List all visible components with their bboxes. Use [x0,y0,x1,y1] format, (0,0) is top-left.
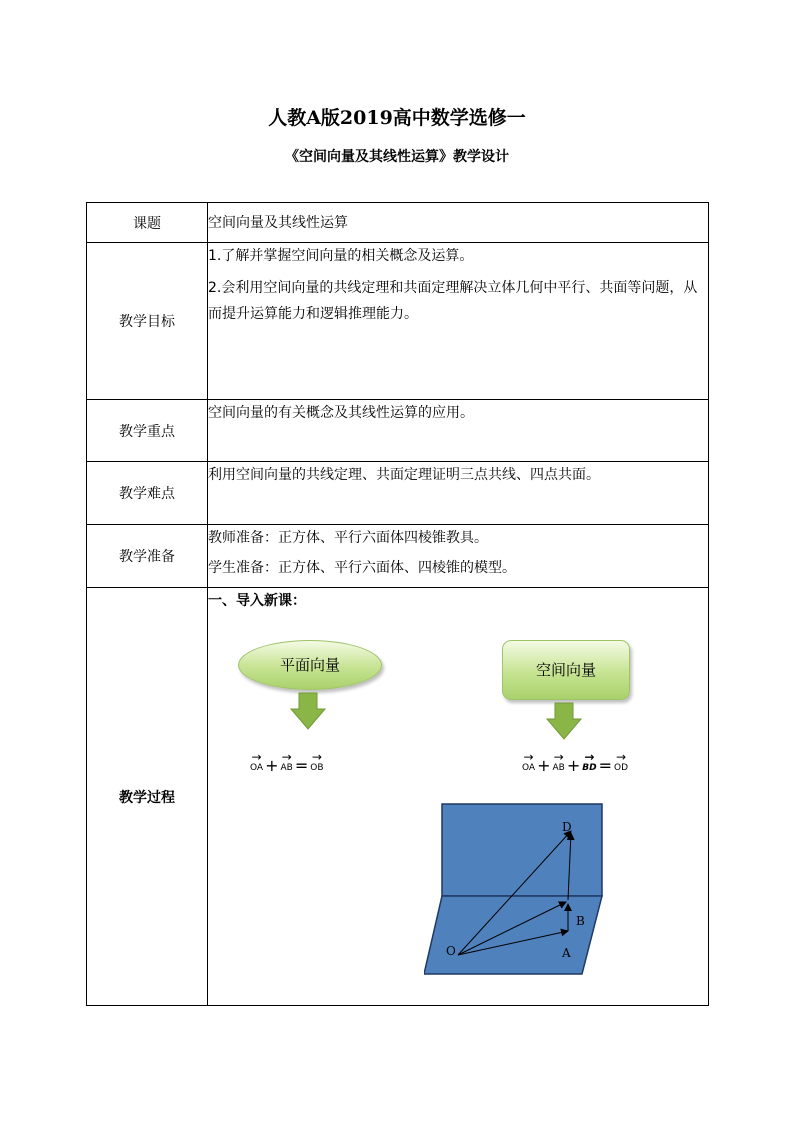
section-heading: 一、导入新课： [208,593,306,609]
plus-sign: + [566,756,581,775]
plane-vector-label: 平面向量 [279,656,340,674]
table-row [87,243,709,400]
document-subtitle: 《空间向量及其线性运算》教学设计 [285,149,509,165]
vector-oa: → OA [522,748,535,781]
table-row [87,400,709,462]
document-title: 人教A版2019高中数学选修一 [268,107,526,129]
vector-oa: → OA [250,748,263,781]
table-row [87,462,709,525]
vector-od: → OD [614,748,628,781]
point-b-label: B [576,914,585,928]
difficulties-text: 利用空间向量的共线定理、共面定理证明三点共线、四点共面。 [208,467,600,483]
vector-ab: → AB [281,748,293,781]
process-content [208,588,708,998]
process-label: 教学过程 [87,588,208,1006]
plus-sign: + [537,756,551,775]
prep-label: 教学准备 [87,525,208,588]
goal-2: 2.会利用空间向量的共线定理和共面定理解决立体几何中平行、共面等问题，从而提升运算能力和逻辑推理能力。 [208,280,698,322]
vector-ob: → OB [310,748,323,781]
horizontal-plane [424,896,602,974]
lesson-plan-table [86,202,709,1006]
down-arrow-icon [546,702,582,740]
space-vector-shape [502,640,630,700]
plane-vector-shape [238,640,382,690]
table-row [87,525,709,588]
point-a-label: A [562,946,571,960]
down-arrow-icon [290,692,326,730]
space-formula [522,748,628,781]
process-cell [208,588,709,1006]
difficulties-label: 教学难点 [87,462,208,525]
topic-value [208,203,709,243]
equals-sign: = [294,756,309,775]
equals-sign: = [598,756,612,775]
prep-teacher: 教师准备：正方体、平行六面体四棱锥教具。 [208,530,488,546]
goals-label: 教学目标 [87,243,208,400]
goal-1: 1.了解并掌握空间向量的相关概念及运算。 [208,248,474,264]
point-o-label: O [446,944,456,958]
point-d-label: D [562,820,572,834]
table-row [87,203,709,243]
prep-student: 学生准备：正方体、平行六面体、四棱锥的模型。 [208,560,516,576]
topic-text: 空间向量及其线性运算 [208,215,348,231]
space-vector-diagram [424,803,608,979]
vector-ab: → AB [553,748,565,781]
prep-cell [208,525,709,588]
keypoints-label: 教学重点 [87,400,208,462]
plane-formula [250,748,324,781]
space-vector-label: 空间向量 [535,661,596,679]
table-row [87,588,709,1006]
keypoints-text: 空间向量的有关概念及其线性运算的应用。 [208,405,474,421]
topic-label: 课题 [87,203,208,243]
plus-sign: + [265,756,279,775]
difficulties-cell [208,462,709,525]
goals-cell [208,243,709,400]
keypoints-cell [208,400,709,462]
vector-bd: → BD [582,748,596,781]
vertical-plane [442,804,602,896]
